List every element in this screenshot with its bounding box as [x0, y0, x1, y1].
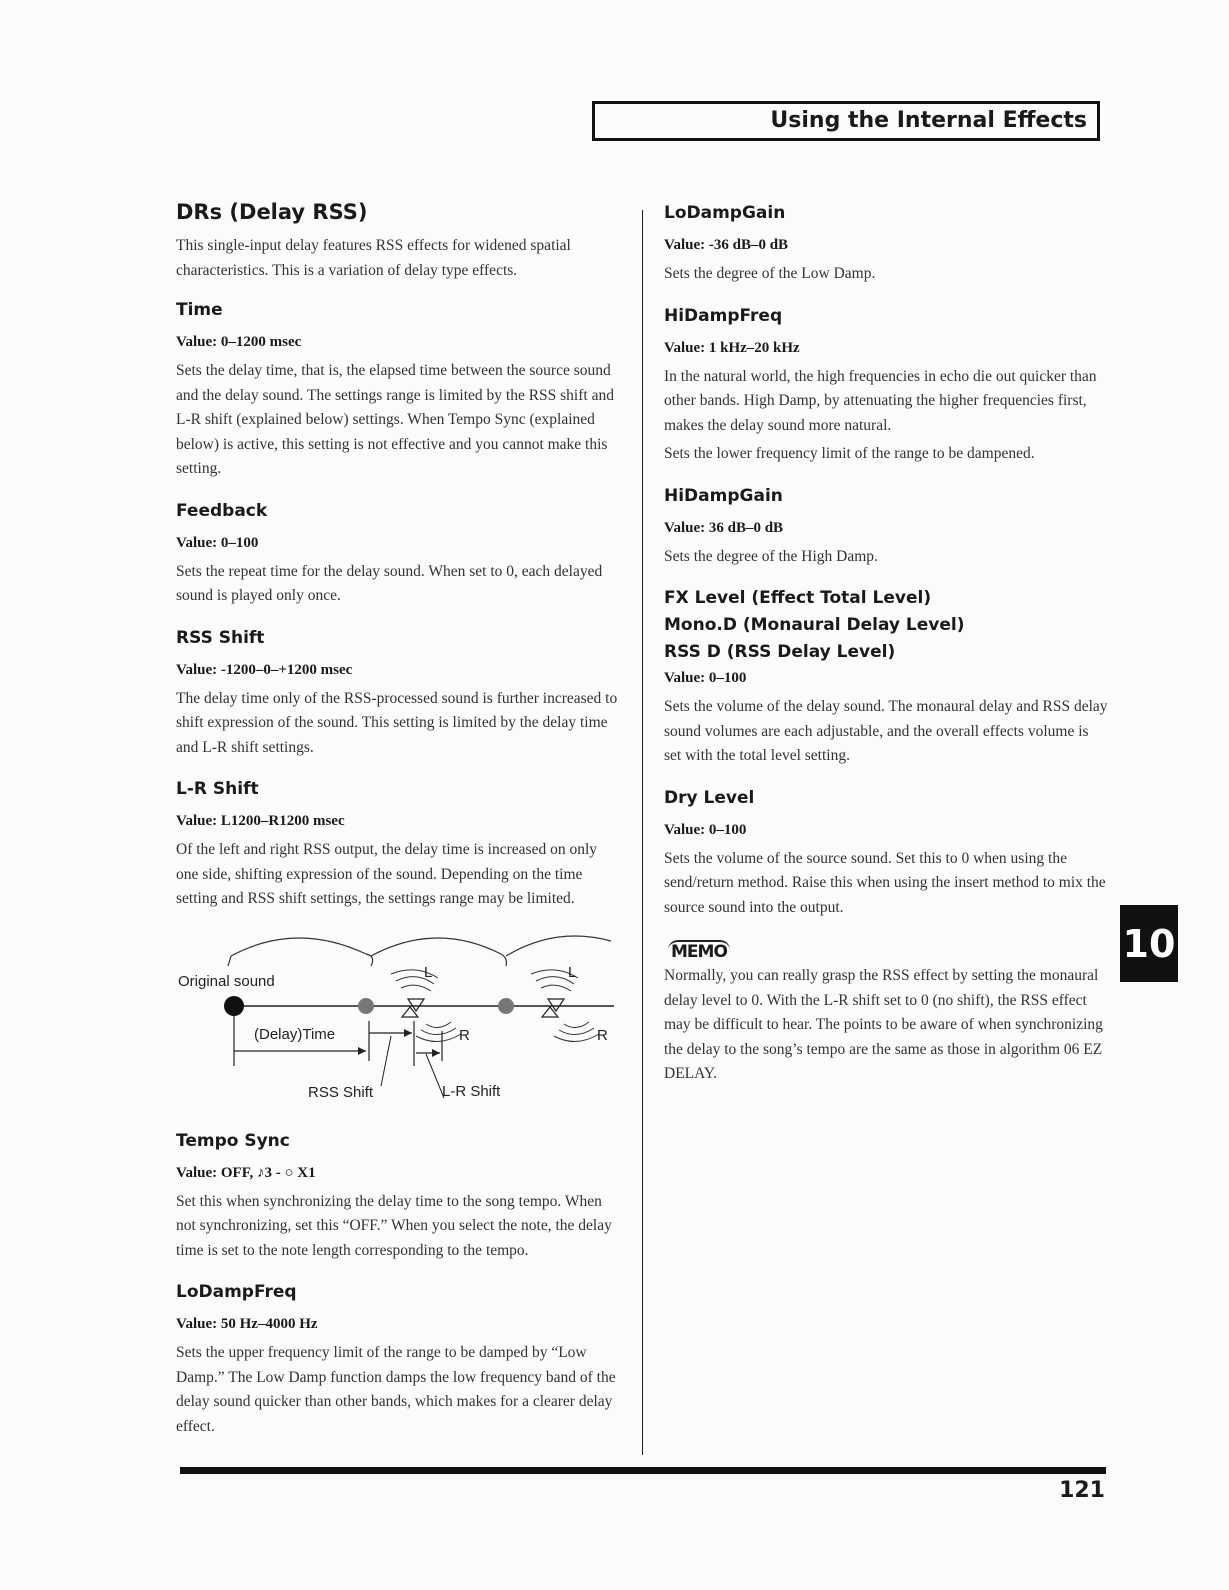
hidampgain-text: Sets the degree of the High Damp.	[664, 547, 878, 565]
memo-icon: MEMO	[668, 940, 730, 962]
tempo-sync-title: Tempo Sync	[176, 1130, 290, 1151]
diagram-original-sound: Original sound	[178, 972, 275, 990]
delay-diagram-graphic	[176, 926, 621, 1116]
diagram-delay-time: (Delay)Time	[254, 1025, 336, 1043]
hidampfreq-title: HiDampFreq	[664, 305, 783, 326]
time-value: Value: 0–1200 msec	[176, 334, 302, 350]
fx-level-text: Sets the volume of the delay sound. The monaural delay and RSS delay sound volumes are each adjustable, and the overall effects volume is set with the total level setting.	[664, 698, 1108, 764]
lr-shift-text: Of the left and right RSS output, the delay time is increased on only one side, shifting expression of the sound. Depending on the time setting and RSS shift settings, the settings range may be limited.	[176, 841, 598, 907]
lodampfreq-value: Value: 50 Hz–4000 Hz	[176, 1316, 318, 1332]
page-heading: DRs (Delay RSS)	[176, 200, 368, 224]
diagram-rss-shift: RSS Shift	[308, 1083, 374, 1101]
fx-level-value: Value: 0–100	[664, 670, 747, 686]
tempo-sync-section	[176, 1128, 621, 1264]
footer-rule	[180, 1467, 1106, 1474]
dry-level-title: Dry Level	[664, 787, 755, 808]
page-number: 121	[1059, 1478, 1105, 1503]
lodampfreq-title: LoDampFreq	[176, 1282, 297, 1302]
hidampfreq-section	[664, 303, 1109, 467]
time-section	[176, 297, 621, 482]
hidampfreq-text-2: Sets the lower frequency limit of the range to be dampened.	[664, 445, 1035, 462]
diagram-lr-shift: L-R Shift	[442, 1082, 501, 1100]
lodampgain-text: Sets the degree of the Low Damp.	[664, 265, 876, 282]
dry-level-value: Value: 0–100	[664, 821, 747, 838]
lodampfreq-text: Sets the upper frequency limit of the range to be damped by “Low Damp.” The Low Damp function damps the low frequency band of the delay sound quicker than other bands, which makes for a clearer delay effect.	[176, 1344, 616, 1435]
fx-level-title-3: RSS D (RSS Delay Level)	[664, 642, 896, 662]
chapter-tab: 10	[1120, 905, 1178, 982]
section-header-title: Using the Internal Effects	[770, 108, 1087, 133]
lodampgain-section	[664, 200, 1109, 287]
diagram-l-2: L	[568, 963, 577, 981]
diagram-r-2: R	[597, 1026, 608, 1044]
diagram-r-1: R	[459, 1026, 470, 1044]
hidampfreq-text: In the natural world, the high frequencies in echo die out quicker than other bands. High Damp, by attenuating the higher frequencies first, makes the delay sound more natural.	[664, 367, 1097, 434]
right-column	[664, 200, 1109, 1101]
delay-diagram	[176, 926, 621, 1116]
lr-shift-value: Value: L1200–R1200 msec	[176, 813, 345, 829]
hidampgain-title: HiDampGain	[664, 485, 783, 506]
column-divider	[642, 210, 643, 1455]
lodampfreq-section	[176, 1279, 621, 1439]
rss-shift-section	[176, 625, 621, 761]
lr-shift-title: L-R Shift	[176, 779, 259, 799]
hidampgain-section	[664, 483, 1109, 570]
intro-text: This single-input delay features RSS effects for widened spatial characteristics. This is a variation of delay type effects.	[176, 237, 571, 279]
lodampgain-title: LoDampGain	[664, 203, 786, 223]
rss-shift-text: The delay time only of the RSS-processed sound is further increased to shift expression of the sound. This setting is limited by the delay time and L-R shift settings.	[176, 689, 618, 756]
time-title: Time	[176, 300, 223, 320]
section-header	[592, 101, 1100, 141]
hidampfreq-value: Value: 1 kHz–20 kHz	[664, 339, 800, 356]
feedback-text: Sets the repeat time for the delay sound. When set to 0, each delayed sound is played only once.	[176, 562, 603, 604]
fx-level-section	[664, 585, 1109, 769]
hidampgain-value: Value: 36 dB–0 dB	[664, 519, 784, 536]
dry-level-section	[664, 785, 1109, 921]
lr-shift-section	[176, 776, 621, 912]
left-column	[176, 200, 621, 1455]
fx-level-title-1: FX Level (Effect Total Level)	[664, 588, 932, 608]
dry-level-text: Sets the volume of the source sound. Set this to 0 when using the send/return method. Raise this when using the insert method to mix the source sound into the output.	[664, 849, 1106, 916]
memo-section	[664, 936, 1109, 1087]
lodampgain-value: Value: -36 dB–0 dB	[664, 237, 789, 253]
feedback-section	[176, 498, 621, 609]
tempo-sync-text: Set this when synchronizing the delay time to the song tempo. When not synchronizing, set this “OFF.” When you select the note, the delay time is set to the note length corresponding to the tempo.	[176, 1192, 612, 1259]
diagram-l-1: L	[424, 963, 433, 981]
feedback-title: Feedback	[176, 500, 268, 521]
tempo-sync-value: Value: OFF, ♪3 - ○ X1	[176, 1164, 316, 1181]
rss-shift-title: RSS Shift	[176, 627, 265, 648]
memo-text: Normally, you can really grasp the RSS effect by setting the monaural delay level to 0. With the L-R shift set to 0 (no shift), the RSS effect may be difficult to hear. The points to be aware of when synchronizing the delay to the song’s tempo are the same as those in algorithm 06 EZ DELAY.	[664, 967, 1103, 1082]
time-text: Sets the delay time, that is, the elapsed time between the source sound and the delay sound. The settings range is limited by the RSS shift and L-R shift (explained below) settings. When Tempo Sync (explained below) is active, this setting is not effective and you cannot make this setting.	[176, 362, 614, 477]
rss-shift-value: Value: -1200–0–+1200 msec	[176, 661, 353, 678]
fx-level-title-2: Mono.D (Monaural Delay Level)	[664, 615, 965, 635]
feedback-value: Value: 0–100	[176, 534, 259, 551]
